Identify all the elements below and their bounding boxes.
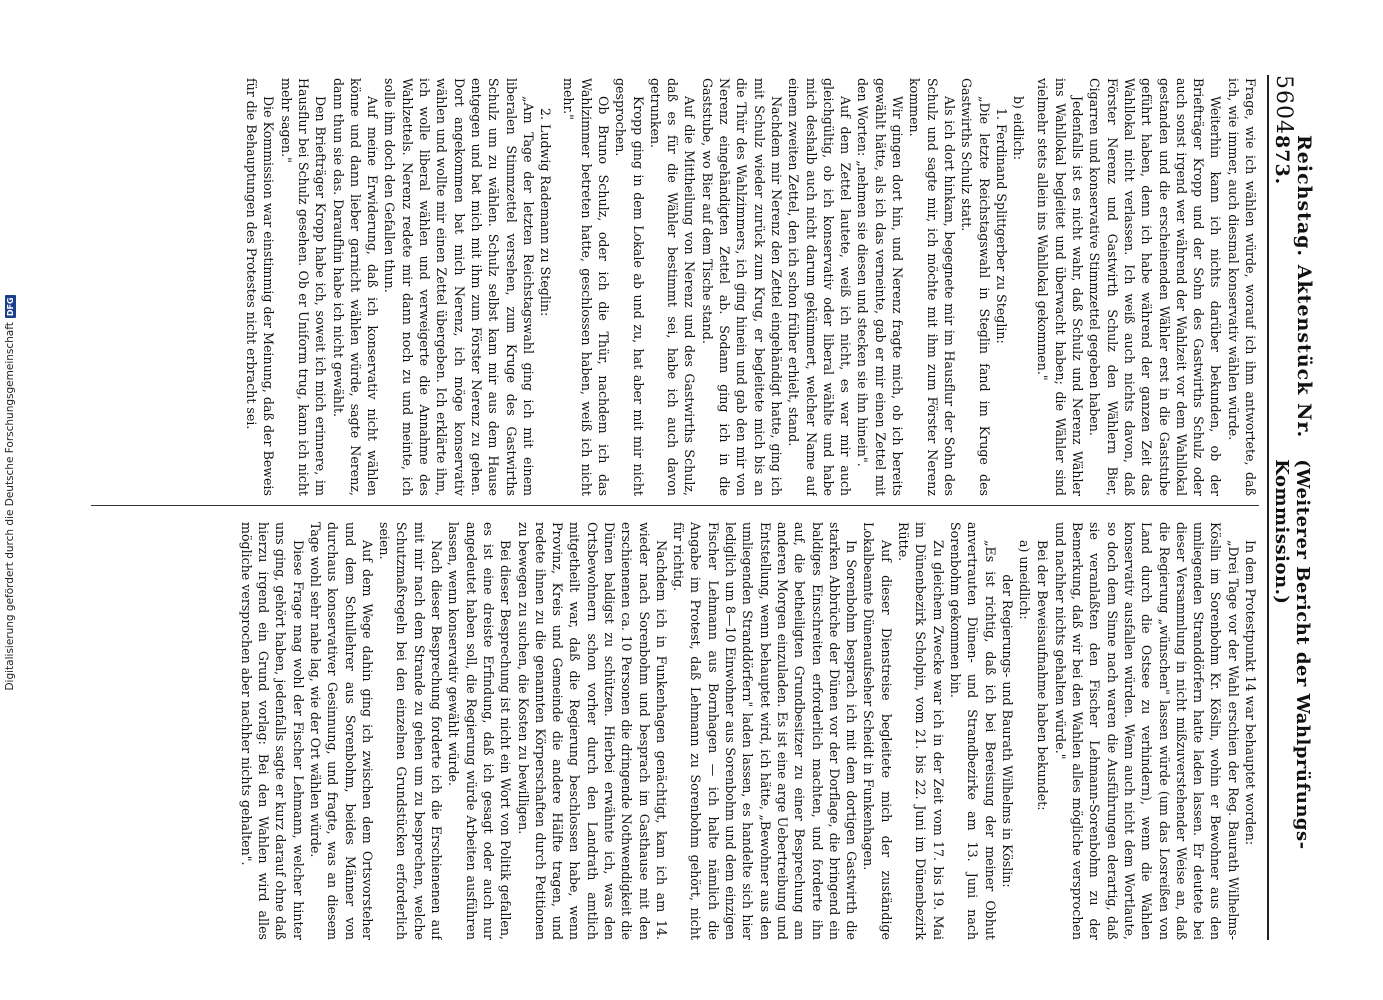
- paragraph: In Sorenbohm besprach ich mit dem dortigen Gastwirth die starken Abbrüche der Dünen vor der Dorflage, die bringend ein baldiges Einschreiten erforderlich machten, und forderte ihn auf, die betheiligten Grundbesitzer zu einer Besprechung am anderen Morgen einzuladen. Es ist eine arge Uebertreibung und Entstellung, wenn behauptet wird, ich hätte, „Bewohner aus den umliegenden Stranddörfern" laden lassen, es handelte sich hier lediglich um 8—10 Einwohner aus Sorenbohm und dem einzigen Fischer Lehmann aus Bornhagen — ich halte nämlich die Angabe im Protest, daß Lehmann zu Sorenbohm gehört, nicht für richtig.: [671, 522, 860, 940]
- paragraph: „Am Tage der letzten Reichstagswahl ging ich mit einem liberalen Stimmzettel versehen, zum Kruge des Gastwirths Schulz um zu wählen. Schulz selbst kam mir aus dem Hause entgegen und bat mich mit ihm zum Förster Nerenz zu gehen. Dort angekommen bat mich Nerenz, ich möge konservativ wählen und wollte mir einen Zettel übergeben. Ich erklärte ihm, ich wolle liberal wählen und verweigerte die Annahme des Wahlzettels. Nerenz redete mir dann noch zu und meinte, ich solle ihm doch den Gefallen thun.: [382, 78, 536, 496]
- paragraph: Nach dieser Besprechung forderte ich die Erschienenen auf mit mir nach dem Strande zu gehen um zu besprechen, welche Schutzmaßregeln bei den einzelnen Grundstücken erforderlich seien.: [377, 522, 445, 940]
- paragraph: Auf dieser Dienstreise begleitete mich der zuständige Lokalbeamte Dünenaufseher Scheidt in Funkenhagen.: [861, 522, 894, 940]
- paragraph: Wir gingen dort hin, und Nerenz fragte mich, ob ich bereits gewählt hätte, als ich das verneinte, gab er mir einen Zettel mit den Worten: „nehmen sie diesen und stecken sie ihn hinein".: [855, 78, 906, 496]
- right-column: [91, 522, 1259, 940]
- paragraph: „Die letzte Reichstagswahl in Steglin fand im Kruge des Gastwirths Schulz statt.: [959, 78, 992, 496]
- left-column: [91, 78, 1259, 496]
- paragraph: Diese Frage mag wohl der Fischer Lehmann, welcher hinter uns ging, gehört haben, jedenfalls sagte er kurz darauf ohne daß hierzu irgend ein Grund vorlag: Bei den Wahlen wird alles mögliche versprochen aber nachher nichts gehalten".: [238, 522, 306, 940]
- paragraph: Weiterhin kann ich nichts darüber bekunden, ob der Briefträger Kropp und der Sohn des Gastwirths Schulz oder auch sonst irgend wer während der Wahlzeit vor dem Wahllokal gestanden und die erscheinenden Wähler erst in die Gaststube geführt haben, denn ich habe während der ganzen Zeit das Wahllokal nicht verlassen. Ich weiß auch nichts davon, daß Förster Nerenz und Gastwirth Schulz den Wählern Bier, Cigarren und konservative Stimmzettel gegeben haben.: [1087, 78, 1224, 496]
- paragraph: Die Kommission war einstimmig der Meinung, daß der Beweis für die Behauptungen des Protestes nicht erbracht sei.: [244, 78, 277, 496]
- paragraph: Kropp ging in dem Lokale ab und zu, hat aber mit mir nicht gesprochen.: [613, 78, 646, 496]
- credit-text: Digitalisierung gefördert durch die Deutsche Forschungsgemeinschaft: [4, 322, 16, 691]
- paragraph: Zu gleichem Zwecke war ich in der Zeit vom 17. bis 19. Mai im Dünenbezirk Scholpin, vom 21. bis 22. Juni im Dünenbezirk Rütte.: [896, 522, 946, 940]
- column-divider: [91, 505, 1259, 506]
- dfg-logo-icon: DFG: [5, 297, 15, 317]
- paragraph: Jedenfalls ist es nicht wahr, daß Schulz und Nerenz Wähler ins Wahllokal begleitet und überwacht haben; die Wähler sind vielmehr stets allein ins Wahllokal gekommen.": [1035, 78, 1086, 496]
- paragraph: der Regierungs- und Baurath Wilhelms in Köslin:: [999, 574, 1015, 888]
- paragraph: 1. Ferdinand Splittgerber zu Steglin:: [993, 108, 1009, 344]
- paragraph: Nachdem mir Nerenz den Zettel eingehändigt hatte, ging ich mit Schulz wieder zurück zum Krug, er begleitete mich bis an die Thür des Wahlzimmers, ich ging hinein und gab den mir von Nerenz eingehändigten Zettel ab. Sodann ging ich in die Gaststube, wo Bier auf dem Tische stand.: [699, 78, 784, 496]
- paragraph: In dem Protestpunkt 14 war behauptet worden:: [1243, 540, 1258, 846]
- paragraph: Den Briefträger Kropp habe ich, soweit ich mich erinnere, im Hausflur bei Schulz gesehen. Ob er Uniform trug, kann ich nicht mehr sagen.": [278, 78, 329, 496]
- paragraph: Auf die Mittheilung von Nerenz und des Gastwirths Schulz, daß es für die Wähler bestimmt sei, habe ich auch davon getrunken.: [647, 78, 698, 496]
- page-header: [1271, 75, 1315, 940]
- paragraph: „Es ist richtig, daß ich bei Bereisung der meiner Obhut anvertrauten Dünen- und Strandbezirke am 13. Juni nach Sorenbohm gekommen bin.: [947, 522, 998, 940]
- paragraph: „Drei Tage vor der Wahl erschien der Reg. Baurath Wilhelms-Köslin im Sorenbohm Kr. Köslin, wohin er Bewohner aus den umliegenden Stranddörfern hatte laden lassen. Er deutete bei dieser Versammlung in nicht mißzuverstehender Weise an, daß die Regierung „wünschen" lassen würde (um das Losreißen von Land durch die Ostsee zu verhindern), wenn die Wahlen konservativ ausfallen würden. Wenn auch nicht dem Wortlaute, so doch dem Sinne nach waren die Ausführungen derartig, daß sie veranlaßten den Fischer Lehmann-Sorenbohm zu der Bemerkung, daß wir bei den Wahlen alles mögliche versprochen und nachher nichts gehalten würde.": [1052, 522, 1241, 940]
- paragraph: Bei der Beweisaufnahme haben bekundet:: [1035, 540, 1051, 811]
- paragraph: Auf meine Erwiderung, daß ich konservativ nicht wählen könne und dann lieber garnicht wählen würde, sagte Nerenz, dann thun sie das. Daraufhin habe ich nicht gewählt.: [330, 78, 381, 496]
- paragraph: Als ich dort hinkam, begegnete mir im Hausflur der Sohn des Schulz und sagte mir, ich möchte mit ihm zum Förster Nerenz kommen.: [907, 78, 957, 496]
- paragraph: Auf dem Wege dahin ging ich zwischen dem Ortsvorsteher und dem Schullehrer aus Sorenbohm, beides Männer von durchaus konservativer Gesinnung, und fragte, was an diesem Tage wohl sehr nahe lag, wie der Ort wählen würde.: [307, 522, 375, 940]
- page-title: Reichstag. Aktenstück Nr. 873.: [1271, 135, 1315, 439]
- page-number: 5604: [1271, 75, 1296, 135]
- paragraph: Frage, wie ich wählen würde, worauf ich ihm antwortete, daß ich, wie immer, auch diesmal konservativ wählen würde.: [1225, 78, 1258, 496]
- digitization-credit: [2, 13, 18, 973]
- paragraph: b) eidlich:: [1011, 96, 1027, 160]
- paragraph: Ob Bruno Schulz, oder ich die Thür, nachdem ich das Wahlzimmer betreten hatte, geschlossen haben, weiß ich nicht mehr.": [561, 78, 612, 496]
- paragraph: a) uneidlich:: [1017, 540, 1033, 620]
- paragraph: Auf dem Zettel lautete, weiß ich nicht, es war mir auch gleichgültig, ob ich konservativ oder liberal wählte und habe mich deshalb auch nicht darum gekümmert, welcher Name auf einem zweiten Zettel, den ich schon früher erhielt, stand.: [786, 78, 854, 496]
- paragraph: Nachdem ich in Funkenhagen genächtigt, kam ich am 14. wieder nach Sorenbohm und besprach im Gasthause mit den erschienenen ca. 10 Personen die dringende Nothwendigkeit die Dünen baldigst zu schützen. Hierbei erwähnte ich, was den Ortsbewohnern schon vorher durch den Landrath amtlich mitgetheilt war, daß die Regierung beschlossen habe, wenn Provinz, Kreis und Gemeinde die andere Hälfte tragen, und redete ihnen zu die genannten Körperschaften durch Petitionen zu bewegen zu suchen, die Kosten zu bewilligen.: [515, 522, 669, 940]
- page-subtitle: (Weiterer Bericht der Wahlprüfungs-Kommission.): [1271, 459, 1313, 850]
- paragraph-gap: [554, 78, 560, 496]
- paragraph: 2. Ludwig Rademann zu Steglin:: [538, 108, 554, 317]
- header-rule: [1267, 75, 1269, 940]
- paragraph: Bei dieser Besprechung ist nicht ein Wort von Politik gefallen, es ist eine dreiste Erfindung, daß ich gesagt oder auch nur angedeutet haben soll, die Regierung würde Arbeiten ausführen lassen, wenn konservativ gewählt würde.: [446, 522, 514, 940]
